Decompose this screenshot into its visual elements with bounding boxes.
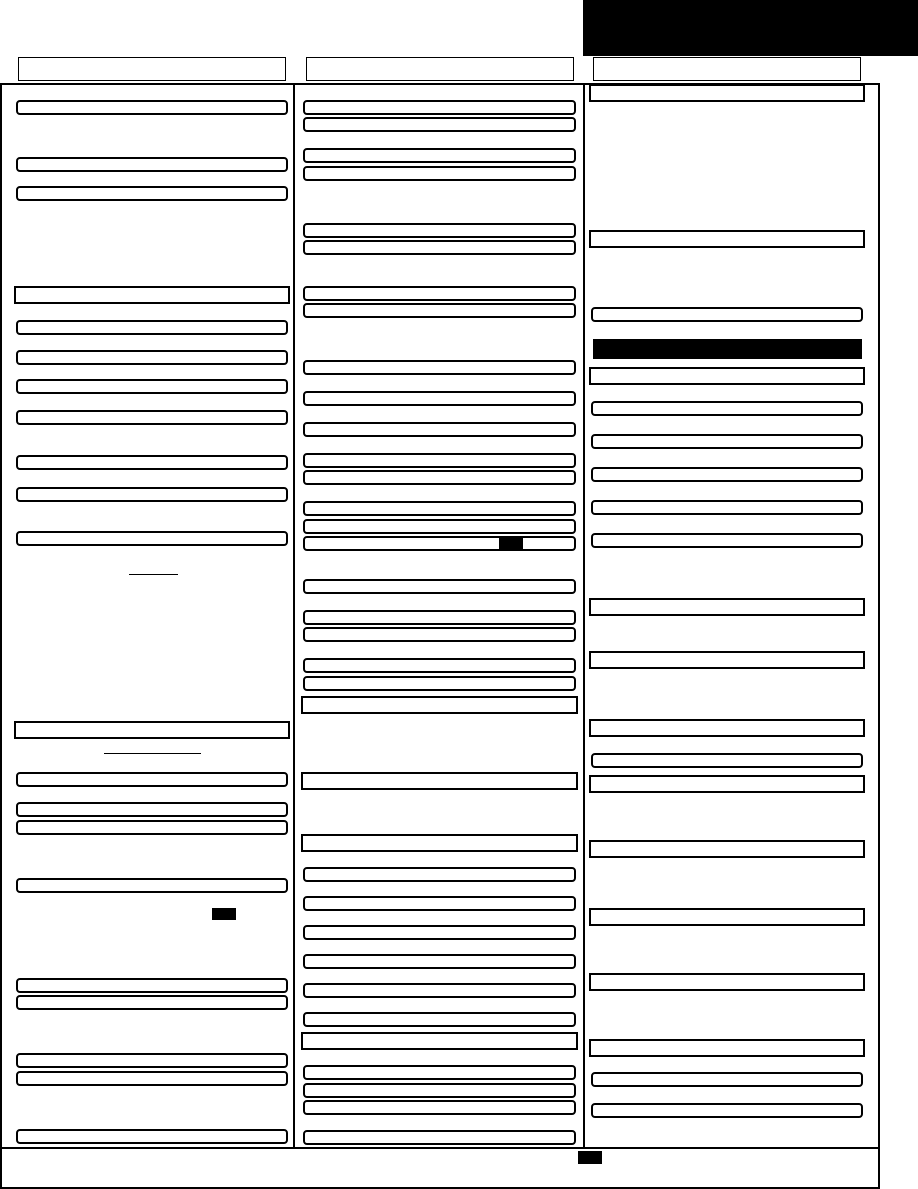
middle-field[interactable] [303, 610, 576, 625]
middle-field[interactable] [303, 148, 576, 163]
right-section-box [589, 719, 865, 737]
left-field[interactable] [16, 978, 288, 993]
middle-section-box [301, 834, 578, 852]
left-field[interactable] [16, 410, 288, 425]
middle-field[interactable] [303, 983, 576, 998]
middle-field[interactable] [303, 627, 576, 642]
left-field[interactable] [16, 1053, 288, 1068]
right-field[interactable] [591, 401, 863, 416]
left-field[interactable] [16, 878, 288, 893]
middle-field[interactable] [303, 579, 576, 594]
middle-section-box [301, 1032, 578, 1050]
right-field[interactable] [591, 307, 863, 322]
middle-field[interactable] [303, 519, 576, 534]
left-field[interactable] [16, 186, 288, 201]
left-field[interactable] [16, 1071, 288, 1086]
right-section-box [589, 84, 865, 102]
middle-field[interactable] [303, 240, 576, 255]
right-section-box [589, 651, 865, 669]
middle-field[interactable] [303, 470, 576, 485]
middle-field[interactable] [303, 360, 576, 375]
right-field[interactable] [591, 500, 863, 515]
left-field[interactable] [16, 350, 288, 365]
middle-field[interactable] [303, 422, 576, 437]
middle-field[interactable] [303, 166, 576, 181]
right-section-box [589, 598, 865, 616]
middle-field[interactable] [303, 303, 576, 318]
middle-field[interactable] [303, 896, 576, 911]
middle-field[interactable] [303, 501, 576, 516]
right-section-box [589, 908, 865, 926]
title-banner [583, 0, 918, 56]
left-field[interactable] [16, 772, 288, 787]
right-section-box [589, 840, 865, 858]
middle-field[interactable] [303, 676, 576, 691]
left-field[interactable] [16, 531, 288, 546]
left-field[interactable] [16, 802, 288, 817]
right-field[interactable] [591, 753, 863, 768]
left-field[interactable] [16, 1129, 288, 1144]
middle-field[interactable] [303, 1083, 576, 1098]
right-field[interactable] [591, 1072, 863, 1087]
middle-field[interactable] [303, 954, 576, 969]
right-section-box [589, 367, 865, 385]
left-marker [212, 908, 236, 920]
left-field[interactable] [16, 455, 288, 470]
footer-marker [578, 1151, 602, 1164]
right-section-box [589, 230, 865, 248]
middle-field[interactable] [303, 453, 576, 468]
middle-field[interactable] [303, 925, 576, 940]
middle-field[interactable] [303, 867, 576, 882]
right-field[interactable] [591, 533, 863, 548]
left-field[interactable] [16, 820, 288, 835]
left-underline [129, 574, 178, 575]
left-section-box [14, 286, 290, 304]
right-field[interactable] [591, 467, 863, 482]
right-field[interactable] [591, 1103, 863, 1118]
left-field[interactable] [16, 995, 288, 1010]
middle-field[interactable] [303, 1012, 576, 1027]
column-header-left [18, 57, 286, 81]
middle-section-box [301, 772, 578, 790]
left-field[interactable] [16, 100, 288, 115]
left-field[interactable] [16, 320, 288, 335]
right-section-box [589, 973, 865, 991]
left-section-box [14, 721, 290, 739]
middle-field[interactable] [303, 658, 576, 673]
column-divider-1 [293, 83, 295, 1148]
right-section-box [589, 775, 865, 793]
left-field[interactable] [16, 157, 288, 172]
column-header-right [593, 57, 861, 81]
column-divider-2 [583, 83, 585, 1148]
middle-marker [499, 537, 523, 549]
footer-bar [0, 1147, 880, 1149]
middle-field[interactable] [303, 223, 576, 238]
middle-field[interactable] [303, 286, 576, 301]
left-field[interactable] [16, 379, 288, 394]
middle-field[interactable] [303, 391, 576, 406]
right-black-heading [593, 339, 862, 359]
left-underline [104, 753, 201, 754]
middle-field[interactable] [303, 1100, 576, 1115]
middle-field[interactable] [303, 536, 576, 551]
right-field[interactable] [591, 434, 863, 449]
middle-field[interactable] [303, 1065, 576, 1080]
column-header-middle [306, 57, 574, 81]
middle-field[interactable] [303, 1130, 576, 1145]
left-field[interactable] [16, 487, 288, 502]
middle-field[interactable] [303, 117, 576, 132]
middle-section-box [301, 696, 578, 714]
middle-field[interactable] [303, 100, 576, 115]
right-section-box [589, 1039, 865, 1057]
